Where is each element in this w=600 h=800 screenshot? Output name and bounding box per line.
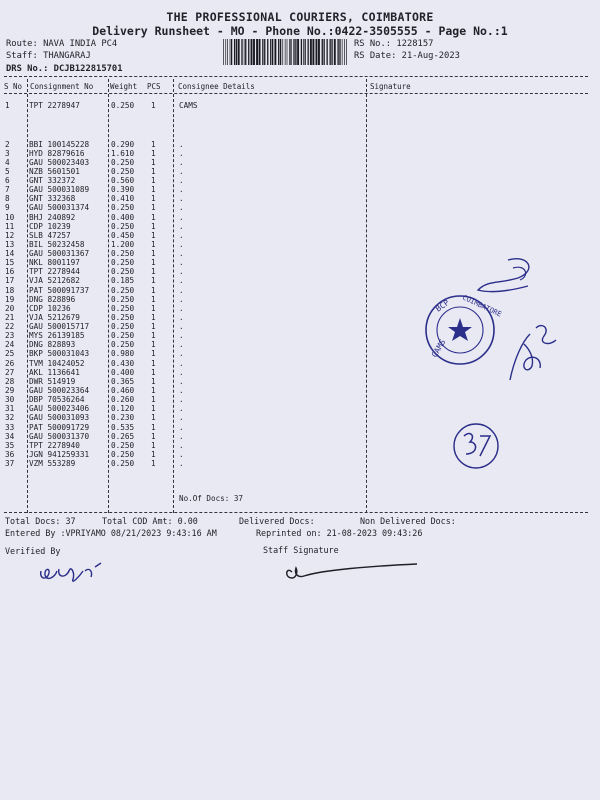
row-weight: 0.250	[111, 166, 135, 176]
row-pcs: 1	[151, 212, 156, 222]
row-weight: 0.560	[111, 176, 135, 186]
row-sno: 25	[5, 349, 15, 359]
row-pcs: 1	[151, 312, 156, 322]
row-weight: 0.250	[111, 294, 135, 304]
col-divider	[27, 79, 28, 513]
row-sno: 12	[5, 230, 15, 240]
row-pcs: 1	[151, 157, 156, 167]
row-pcs: 1	[151, 422, 156, 432]
row-weight: 0.185	[111, 276, 135, 286]
row-weight: 0.250	[111, 157, 135, 167]
row-consignment: PAT 500091737	[29, 285, 90, 295]
row-weight: 0.250	[111, 203, 135, 213]
runsheet-subtitle: Delivery Runsheet - MO - Phone No.:0422-3505555 - Page No.:1	[92, 24, 508, 38]
row-weight: 1.200	[111, 239, 135, 249]
row-details: .	[179, 203, 184, 213]
row-pcs: 1	[151, 258, 156, 268]
row-pcs: 1	[151, 303, 156, 313]
row-sno: 1	[5, 101, 10, 110]
row-details: .	[179, 230, 184, 240]
header-rule	[4, 93, 588, 94]
row-pcs: 1	[151, 194, 156, 204]
staff-signature	[282, 558, 422, 584]
row-weight: 0.230	[111, 413, 135, 423]
row-weight: 0.250	[111, 440, 135, 450]
row-weight: 0.265	[111, 431, 135, 441]
row-sno: 3	[5, 148, 10, 158]
verified-signature	[35, 557, 135, 587]
staff-signature-label: Staff Signature	[263, 545, 339, 555]
row-pcs: 1	[151, 413, 156, 423]
row-weight: 0.400	[111, 367, 135, 377]
row-consignment: BHJ 240892	[29, 212, 76, 222]
staff-label: Staff: THANGARAJ	[6, 51, 91, 61]
row-weight: 0.250	[111, 449, 135, 459]
row-weight: 0.120	[111, 404, 135, 414]
col-header-consignment: Consignment No	[30, 82, 94, 91]
row-weight: 0.980	[111, 349, 135, 359]
row-weight: 0.250	[111, 267, 135, 277]
row-weight: 0.290	[111, 139, 135, 149]
col-divider	[366, 79, 367, 513]
row-pcs: 1	[151, 404, 156, 414]
route-label: Route: NAVA INDIA PC4	[6, 39, 118, 49]
row-details: .	[179, 294, 184, 304]
row-details: .	[179, 239, 184, 249]
row-details: .	[179, 331, 184, 341]
cams-stamp	[418, 250, 593, 480]
col-header-signature: Signature	[370, 82, 411, 91]
row-sno: 35	[5, 440, 15, 450]
row-details: .	[179, 157, 184, 167]
row-details: .	[179, 376, 184, 386]
row-consignment: NZB 5601501	[29, 166, 80, 176]
row-consignment: TPT 2278944	[29, 267, 80, 277]
row-details: .	[179, 349, 184, 359]
row-sno: 16	[5, 267, 15, 277]
row-pcs: 1	[151, 367, 156, 377]
row-details: .	[179, 440, 184, 450]
row-sno: 11	[5, 221, 15, 231]
row-consignment: GAU 500023406	[29, 404, 90, 414]
row-weight: 0.250	[111, 322, 135, 332]
row-sno: 33	[5, 422, 15, 432]
col-divider	[108, 79, 109, 513]
row-sno: 29	[5, 386, 15, 395]
row-details: .	[179, 449, 184, 459]
row-details: CAMS	[179, 101, 198, 110]
row-sno: 37	[5, 459, 15, 469]
row-sno: 22	[5, 322, 15, 332]
row-weight: 0.250	[111, 221, 135, 231]
row-pcs: 1	[151, 440, 156, 450]
row-pcs: 1	[151, 322, 156, 332]
row-pcs: 1	[151, 276, 156, 286]
row-sno: 31	[5, 404, 15, 414]
row-pcs: 1	[151, 395, 156, 405]
row-weight: 0.390	[111, 185, 135, 195]
row-consignment: BBI 100145228	[29, 139, 90, 149]
row-sno: 20	[5, 303, 15, 313]
barcode	[223, 39, 348, 65]
row-details: .	[179, 413, 184, 423]
row-details: .	[179, 194, 184, 204]
row-weight: 0.250	[111, 101, 135, 110]
row-consignment: GAU 500031089	[29, 185, 90, 195]
row-pcs: 1	[151, 101, 156, 110]
col-header-consignee: Consignee Details	[178, 82, 255, 91]
row-consignment: TPT 2278947	[29, 101, 80, 110]
table-top-rule	[4, 76, 588, 77]
row-weight: 0.250	[111, 331, 135, 341]
row-consignment: MYS 26139185	[29, 331, 85, 341]
col-header-weight: Weight	[110, 82, 138, 91]
row-weight: 0.250	[111, 459, 135, 469]
verified-by-label: Verified By	[5, 546, 61, 556]
row-consignment: AKL 1136641	[29, 367, 80, 377]
row-pcs: 1	[151, 431, 156, 441]
row-weight: 0.250	[111, 340, 135, 350]
svg-text:COIMBATORE: COIMBATORE	[461, 293, 503, 319]
row-consignment: GAU 500023364	[29, 386, 90, 395]
row-weight: 0.365	[111, 376, 135, 386]
row-details: .	[179, 139, 184, 149]
reprinted-on: Reprinted on: 21-08-2023 09:43:26	[256, 528, 423, 538]
row-sno: 4	[5, 157, 10, 167]
row-details: .	[179, 404, 184, 414]
total-cod: Total COD Amt: 0.00	[102, 516, 198, 526]
row-sno: 7	[5, 185, 10, 195]
row-weight: 0.250	[111, 285, 135, 295]
row-pcs: 1	[151, 340, 156, 350]
row-sno: 19	[5, 294, 15, 304]
row-consignment: VZM 553289	[29, 459, 76, 469]
row-consignment: DNG 828893	[29, 340, 76, 350]
row-weight: 0.460	[111, 386, 135, 395]
row-details: .	[179, 212, 184, 222]
row-pcs: 1	[151, 249, 156, 259]
row-weight: 0.430	[111, 358, 135, 368]
row-consignment: SLB 47257	[29, 230, 71, 240]
row-weight: 0.260	[111, 395, 135, 405]
col-divider	[173, 79, 174, 513]
svg-text:BCP: BCP	[433, 297, 451, 314]
row-sno: 27	[5, 367, 15, 377]
row-pcs: 1	[151, 459, 156, 469]
svg-text:CAMS: CAMS	[429, 337, 448, 359]
row-pcs: 1	[151, 230, 156, 240]
row-consignment: TVM 10424052	[29, 358, 85, 368]
row-details: .	[179, 322, 184, 332]
row-pcs: 1	[151, 185, 156, 195]
row-pcs: 1	[151, 148, 156, 158]
row-pcs: 1	[151, 376, 156, 386]
row-pcs: 1	[151, 239, 156, 249]
row-weight: 0.250	[111, 249, 135, 259]
row-details: .	[179, 395, 184, 405]
rs-date: RS Date: 21-Aug-2023	[354, 51, 460, 61]
row-pcs: 1	[151, 176, 156, 186]
row-details: .	[179, 431, 184, 441]
row-details: .	[179, 386, 184, 395]
row-consignment: GAU 500031370	[29, 431, 90, 441]
row-details: .	[179, 285, 184, 295]
row-pcs: 1	[151, 331, 156, 341]
row-pcs: 1	[151, 221, 156, 231]
row-consignment: VJA 5212682	[29, 276, 80, 286]
row-details: .	[179, 312, 184, 322]
row-pcs: 1	[151, 449, 156, 459]
row-consignment: CDP 10239	[29, 221, 71, 231]
delivered-docs: Delivered Docs:	[239, 516, 315, 526]
row-details: .	[179, 221, 184, 231]
table-bottom-rule	[4, 512, 588, 513]
row-details: .	[179, 148, 184, 158]
total-docs: Total Docs: 37	[5, 516, 76, 526]
row-details: .	[179, 358, 184, 368]
row-consignment: TPT 2278940	[29, 440, 80, 450]
row-details: .	[179, 176, 184, 186]
row-details: .	[179, 459, 184, 469]
row-details: .	[179, 276, 184, 286]
row-consignment: PAT 500091729	[29, 422, 90, 432]
row-details: .	[179, 185, 184, 195]
row-weight: 0.450	[111, 230, 135, 240]
col-header-pcs: PCS	[147, 82, 161, 91]
drs-number: DRS No.: DCJB122815701	[6, 64, 123, 74]
row-pcs: 1	[151, 166, 156, 176]
row-sno: 8	[5, 194, 10, 204]
row-sno: 30	[5, 395, 15, 405]
row-details: .	[179, 303, 184, 313]
row-details: .	[179, 422, 184, 432]
row-sno: 36	[5, 449, 15, 459]
row-consignment: GAU 500023403	[29, 157, 90, 167]
row-consignment: GAU 500015717	[29, 322, 90, 332]
row-sno: 32	[5, 413, 15, 423]
row-details: .	[179, 166, 184, 176]
row-consignment: GNT 332368	[29, 194, 76, 204]
row-pcs: 1	[151, 139, 156, 149]
col-header-sno: S No	[4, 82, 23, 91]
row-pcs: 1	[151, 349, 156, 359]
row-consignment: DNG 828896	[29, 294, 76, 304]
row-sno: 34	[5, 431, 15, 441]
rs-number: RS No.: 1228157	[354, 39, 434, 49]
entered-by: Entered By :VPRIYAMO 08/21/2023 9:43:16 AM	[5, 528, 217, 538]
company-name: THE PROFESSIONAL COURIERS, COIMBATORE	[166, 10, 434, 24]
row-sno: 10	[5, 212, 15, 222]
row-sno: 9	[5, 203, 10, 213]
row-consignment: GAU 500031374	[29, 203, 90, 213]
row-sno: 23	[5, 331, 15, 341]
row-details: .	[179, 258, 184, 268]
row-consignment: BIL 50232458	[29, 239, 85, 249]
row-details: .	[179, 249, 184, 259]
row-weight: 0.250	[111, 258, 135, 268]
row-sno: 24	[5, 340, 15, 350]
row-sno: 18	[5, 285, 15, 295]
row-consignment: GNT 332372	[29, 176, 76, 186]
row-pcs: 1	[151, 294, 156, 304]
row-sno: 15	[5, 258, 15, 268]
row-sno: 13	[5, 239, 15, 249]
row-sno: 6	[5, 176, 10, 186]
row-details: .	[179, 367, 184, 377]
row-pcs: 1	[151, 358, 156, 368]
row-pcs: 1	[151, 267, 156, 277]
row-pcs: 1	[151, 285, 156, 295]
row-consignment: VJA 5212679	[29, 312, 80, 322]
row-sno: 5	[5, 166, 10, 176]
non-delivered-docs: Non Delivered Docs:	[360, 516, 456, 526]
row-consignment: HYD 82879616	[29, 148, 85, 158]
row-weight: 0.250	[111, 312, 135, 322]
row-details: .	[179, 340, 184, 350]
row-consignment: JGN 941259331	[29, 449, 90, 459]
row-consignment: GAU 500031093	[29, 413, 90, 423]
row-pcs: 1	[151, 203, 156, 213]
row-details: .	[179, 267, 184, 277]
row-consignment: NKL 8001197	[29, 258, 80, 268]
row-consignment: GAU 500031367	[29, 249, 90, 259]
row-weight: 0.400	[111, 212, 135, 222]
row-sno: 2	[5, 139, 10, 149]
row-weight: 1.610	[111, 148, 135, 158]
row-sno: 28	[5, 376, 15, 386]
row-consignment: BKP 500031043	[29, 349, 90, 359]
row-sno: 26	[5, 358, 15, 368]
row-consignment: CDP 10236	[29, 303, 71, 313]
row-consignment: DBP 70536264	[29, 395, 85, 405]
no-of-docs: No.Of Docs: 37	[179, 494, 244, 503]
row-weight: 0.250	[111, 303, 135, 313]
row-consignment: DWR 514919	[29, 376, 76, 386]
row-sno: 17	[5, 276, 15, 286]
row-sno: 21	[5, 312, 15, 322]
row-sno: 14	[5, 249, 15, 259]
row-weight: 0.535	[111, 422, 135, 432]
row-weight: 0.410	[111, 194, 135, 204]
row-pcs: 1	[151, 386, 156, 395]
